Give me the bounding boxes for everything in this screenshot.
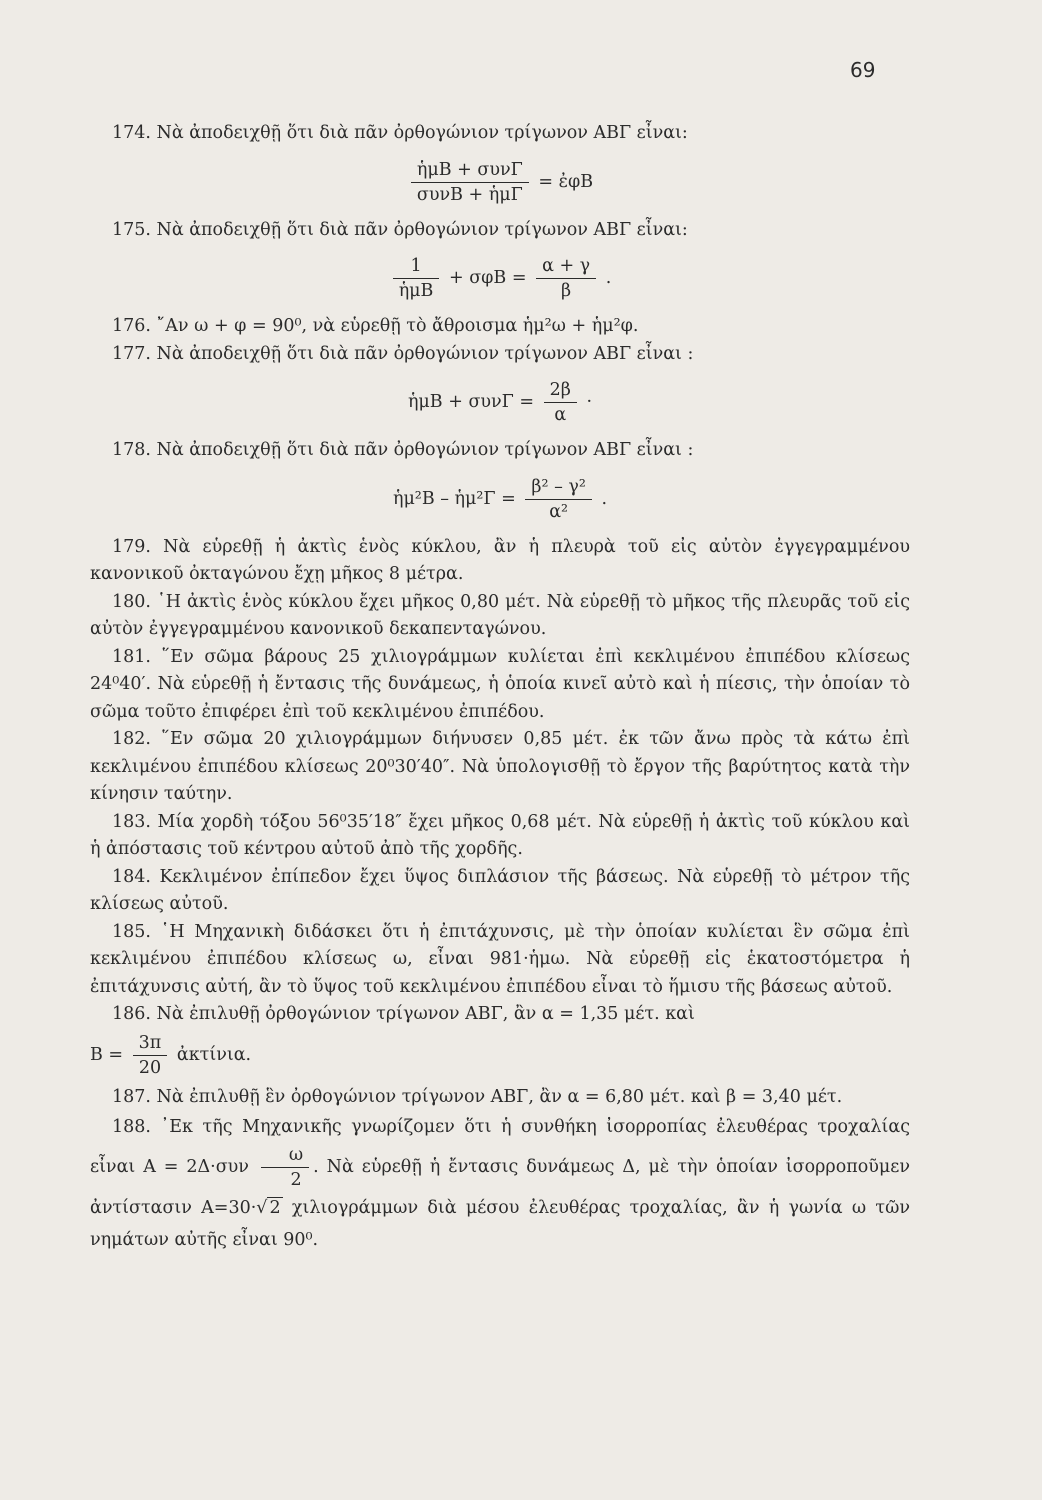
problem-183: 183. Μία χορδὴ τόξου 56⁰35′18″ ἔχει μῆκος 0,68 μέτ. Νὰ εὑρεθῇ ἡ ἀκτὶς τοῦ κύκλου καὶ ἡ ἀπόστασις τοῦ κέντρου αὐτοῦ ἀπὸ τῆς χορδῆς. <box>90 811 910 859</box>
formula-175 <box>90 254 910 303</box>
formula-lhs: ἡμ²Β – ἡμ²Γ = <box>392 488 516 509</box>
problem-187: 187. Νὰ ἐπιλυθῇ ἓν ὀρθογώνιον τρίγωνον ΑΒΓ, ἂν α = 6,80 μέτ. καὶ β = 3,40 μέτ. <box>112 1086 843 1107</box>
problem-175: 175. Νὰ ἀποδειχθῇ ὅτι διὰ πᾶν ὀρθογώνιον τρίγωνον ΑΒΓ εἶναι: <box>112 219 688 240</box>
numerator: 3π <box>133 1031 168 1056</box>
fraction <box>411 158 529 207</box>
denominator: συνΒ + ἡμΓ <box>416 184 523 205</box>
problem-188-end: χιλιογράμμων διὰ μέσου ἐλευθέρας τροχαλίας, ἂν ἡ γωνία ω τῶν νημάτων αὐτῆς εἶναι 90⁰. <box>90 1198 910 1250</box>
formula-end: ἀκτίνια. <box>176 1044 252 1065</box>
problem-186 <box>90 1001 910 1029</box>
problem-179: 179. Νὰ εὑρεθῇ ἡ ἀκτὶς ἑνὸς κύκλου, ἂν ἡ πλευρὰ τοῦ εἰς αὐτὸν ἐγγεγραμμένου κανονικοῦ ὀκταγώνου ἔχῃ μῆκος 8 μέτρα. <box>90 536 910 584</box>
problem-185: 185. ῾Η Μηχανικὴ διδάσκει ὅτι ἡ ἐπιτάχυνσις, μὲ τὴν ὁποίαν κυλίεται ἓν σῶμα ἐπὶ κεκλιμένου ἐπιπέδου κλίσεως ω, εἶναι 981·ἡμω. Νὰ εὑρεθῇ εἰς ἑκατοστόμετρα ἡ ἐπιτάχυνσις αὐτή, ἂν τὸ ὕψος τοῦ κεκλιμένου ἐπιπέδου εἶναι τὸ ἥμισυ τῆς βάσεως αὐτοῦ. <box>90 921 910 997</box>
formula-end: · <box>586 392 593 412</box>
numerator: β² – γ² <box>525 475 591 500</box>
formula-186 <box>90 1031 910 1080</box>
problem-186-text: 186. Νὰ ἐπιλυθῇ ὀρθογώνιον τρίγωνον ΑΒΓ, ἂν α = 1,35 μέτ. καὶ <box>112 1004 695 1024</box>
page-content <box>90 120 910 1256</box>
formula-174 <box>90 158 910 207</box>
fraction <box>536 254 596 303</box>
problem-176: 176. ῎Αν ω + φ = 90⁰, νὰ εὑρεθῇ τὸ ἄθροισμα ἡμ²ω + ἡμ²φ. <box>112 316 639 336</box>
fraction <box>525 475 591 524</box>
page-number: 69 <box>850 58 876 82</box>
denominator: 2 <box>290 1170 302 1190</box>
fraction <box>393 254 440 303</box>
fraction <box>261 1143 309 1192</box>
formula-177 <box>90 378 910 427</box>
numerator: 2β <box>544 378 577 403</box>
formula-rhs: = ἐφΒ <box>538 171 594 192</box>
problem-188 <box>90 1111 910 1256</box>
problem-188-mid: . Νὰ εὑρεθῇ ἡ ἔντασις δυνάμεως Δ, μὲ τὴν ὁποίαν ἰσορροποῦμεν ἀντίστασιν Α=30·√ <box>90 1157 910 1218</box>
problem-188-start: 188. ᾽Εκ τῆς Μηχανικῆς γνωρίζομεν ὅτι ἡ συνθήκη ἰσορροπίας ἐλευθέρας τροχαλίας εἶναι Α = 2Δ·συν <box>90 1117 910 1177</box>
problem-182: 182. ῞Εν σῶμα 20 χιλιογράμμων διήνυσεν 0,85 μέτ. ἐκ τῶν ἄνω πρὸς τὰ κάτω ἐπὶ κεκλιμένου ἐπιπέδου κλίσεως 20⁰30′40″. Νὰ ὑπολογισθῇ τὸ ἔργον τῆς βαρύτητος κατὰ τὴν κίνησιν ταύτην. <box>90 729 910 804</box>
problem-174: 174. Νὰ ἀποδειχθῇ ὅτι διὰ πᾶν ὀρθογώνιον τρίγωνον ΑΒΓ εἶναι: <box>112 123 688 143</box>
problem-181: 181. ῞Εν σῶμα βάρους 25 χιλιογράμμων κυλίεται ἐπὶ κεκλιμένου ἐπιπέδου κλίσεως 24⁰40′. Νὰ εὑρεθῇ ἡ ἔντασις τῆς δυνάμεως, ἡ ὁποία κινεῖ αὐτὸ καὶ ἡ πίεσις, τὴν ὁποίαν τὸ σῶμα τοῦτο ἐπιφέρει ἐπὶ τοῦ κεκλιμένου ἐπιπέδου. <box>90 646 910 722</box>
problem-178: 178. Νὰ ἀποδειχθῇ ὅτι διὰ πᾶν ὀρθογώνιον τρίγωνον ΑΒΓ εἶναι : <box>112 440 694 460</box>
formula-lhs: ἡμΒ + συνΓ = <box>407 392 535 412</box>
denominator: α <box>554 405 567 425</box>
denominator: ἡμΒ <box>398 281 434 301</box>
denominator: α² <box>549 501 569 522</box>
fraction <box>133 1031 168 1080</box>
problem-180: 180. ῾Η ἀκτὶς ἑνὸς κύκλου ἔχει μῆκος 0,80 μέτ. Νὰ εὑρεθῇ τὸ μῆκος τῆς πλευρᾶς τοῦ εἰς αὐτὸν ἐγγεγραμμένου κανονικοῦ δεκαπενταγώνου. <box>90 591 910 639</box>
numerator: ἡμΒ + συνΓ <box>411 158 529 183</box>
problem-184: 184. Κεκλιμένον ἐπίπεδον ἔχει ὕψος διπλάσιον τῆς βάσεως. Νὰ εὑρεθῇ τὸ μέτρον τῆς κλίσεως αὐτοῦ. <box>90 866 910 914</box>
numerator: 1 <box>393 254 440 279</box>
denominator: 20 <box>138 1057 162 1078</box>
formula-end: . <box>601 488 608 509</box>
formula-lhs: Β = <box>90 1044 124 1065</box>
numerator: α + γ <box>536 254 596 279</box>
formula-mid: + σφΒ = <box>448 268 527 288</box>
formula-178 <box>90 475 910 524</box>
fraction <box>544 378 577 427</box>
problem-177: 177. Νὰ ἀποδειχθῇ ὅτι διὰ πᾶν ὀρθογώνιον τρίγωνον ΑΒΓ εἶναι : <box>112 343 694 364</box>
formula-end: . <box>605 268 612 288</box>
numerator: ω <box>261 1143 309 1168</box>
sqrt-argument: 2 <box>269 1198 281 1218</box>
denominator: β <box>561 281 572 301</box>
